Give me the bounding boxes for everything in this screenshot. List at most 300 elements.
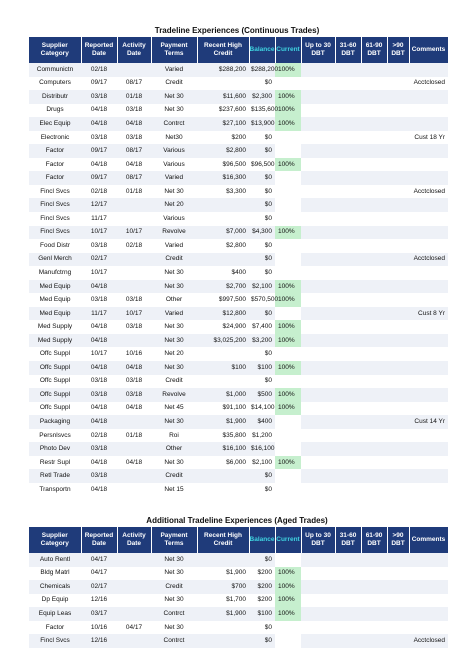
cell-current: 100% (275, 226, 301, 240)
cell-over-90-dbt (387, 415, 409, 429)
cell-31-60-dbt (335, 104, 361, 118)
column-header-current: Current (275, 527, 301, 553)
table-row (29, 212, 448, 226)
table-row (29, 429, 448, 443)
cell-supplier-category: Genl Merch (29, 253, 81, 267)
cell-payment-terms: Various (151, 212, 197, 226)
cell-activity-date (117, 266, 151, 280)
cell-recent-high-credit (197, 77, 249, 91)
cell-up-to-30-dbt (301, 334, 335, 348)
cell-reported-date: 04/18 (81, 456, 117, 470)
cell-supplier-category: Packaging (29, 415, 81, 429)
cell-supplier-category: Communictn (29, 63, 81, 77)
cell-recent-high-credit: $100 (197, 361, 249, 375)
cell-current (275, 253, 301, 267)
cell-balance: $570,500 (249, 293, 275, 307)
cell-reported-date: 03/17 (81, 607, 117, 621)
table-row (29, 361, 448, 375)
cell-activity-date: 04/18 (117, 402, 151, 416)
cell-payment-terms: Varied (151, 307, 197, 321)
cell-reported-date: 11/17 (81, 212, 117, 226)
cell-61-90-dbt (361, 131, 387, 145)
cell-recent-high-credit: $91,100 (197, 402, 249, 416)
cell-61-90-dbt (361, 607, 387, 621)
cell-supplier-category: Manufctrng (29, 266, 81, 280)
cell-balance: $1,200 (249, 429, 275, 443)
cell-balance: $200 (249, 594, 275, 608)
cell-61-90-dbt (361, 594, 387, 608)
cell-current (275, 347, 301, 361)
cell-current (275, 307, 301, 321)
column-header-up-to-30-dbt: Up to 30 DBT (301, 527, 335, 553)
cell-31-60-dbt (335, 429, 361, 443)
cell-activity-date (117, 483, 151, 497)
cell-comments (409, 456, 448, 470)
column-header-current: Current (275, 37, 301, 63)
cell-current (275, 469, 301, 483)
cell-recent-high-credit (197, 198, 249, 212)
cell-payment-terms: Net 45 (151, 402, 197, 416)
table-row (29, 253, 448, 267)
cell-up-to-30-dbt (301, 375, 335, 389)
cell-activity-date (117, 442, 151, 456)
cell-supplier-category: Offc Suppl (29, 402, 81, 416)
cell-31-60-dbt (335, 239, 361, 253)
cell-activity-date: 03/18 (117, 293, 151, 307)
cell-supplier-category: Bldg Matrl (29, 567, 81, 581)
continuous-rows (29, 63, 448, 497)
cell-recent-high-credit (197, 621, 249, 635)
cell-comments (409, 553, 448, 567)
cell-comments: Acctclosed (409, 185, 448, 199)
cell-up-to-30-dbt (301, 469, 335, 483)
cell-recent-high-credit: $1,900 (197, 567, 249, 581)
cell-recent-high-credit: $200 (197, 131, 249, 145)
cell-reported-date: 04/18 (81, 334, 117, 348)
cell-activity-date (117, 63, 151, 77)
cell-comments (409, 621, 448, 635)
cell-payment-terms: Roi (151, 429, 197, 443)
cell-recent-high-credit: $24,900 (197, 320, 249, 334)
cell-payment-terms: Credit (151, 580, 197, 594)
cell-over-90-dbt (387, 226, 409, 240)
cell-comments (409, 280, 448, 294)
cell-activity-date (117, 594, 151, 608)
cell-up-to-30-dbt (301, 90, 335, 104)
cell-31-60-dbt (335, 185, 361, 199)
cell-comments (409, 334, 448, 348)
cell-up-to-30-dbt (301, 144, 335, 158)
cell-balance: $0 (249, 198, 275, 212)
aged-rows (29, 553, 448, 648)
cell-reported-date: 02/18 (81, 63, 117, 77)
cell-payment-terms: Various (151, 144, 197, 158)
cell-comments (409, 117, 448, 131)
cell-current: 100% (275, 63, 301, 77)
cell-activity-date: 04/18 (117, 158, 151, 172)
cell-comments: Acctclosed (409, 253, 448, 267)
column-header-recent-high-credit: Recent High Credit (197, 37, 249, 63)
cell-31-60-dbt (335, 334, 361, 348)
column-header-supplier-category: Supplier Category (29, 527, 81, 553)
header-row (29, 527, 448, 553)
cell-over-90-dbt (387, 580, 409, 594)
table-row (29, 280, 448, 294)
cell-over-90-dbt (387, 634, 409, 648)
cell-31-60-dbt (335, 361, 361, 375)
cell-over-90-dbt (387, 239, 409, 253)
cell-activity-date: 03/18 (117, 388, 151, 402)
cell-activity-date: 04/18 (117, 117, 151, 131)
cell-supplier-category: Computers (29, 77, 81, 91)
cell-61-90-dbt (361, 266, 387, 280)
cell-recent-high-credit: $400 (197, 266, 249, 280)
cell-up-to-30-dbt (301, 456, 335, 470)
cell-supplier-category: Factor (29, 158, 81, 172)
cell-activity-date: 04/18 (117, 456, 151, 470)
cell-payment-terms: Credit (151, 77, 197, 91)
cell-activity-date (117, 212, 151, 226)
column-header-over-90-dbt: >90 DBT (387, 37, 409, 63)
cell-over-90-dbt (387, 117, 409, 131)
cell-activity-date: 08/17 (117, 171, 151, 185)
cell-supplier-category: Elec Equip (29, 117, 81, 131)
cell-up-to-30-dbt (301, 634, 335, 648)
cell-over-90-dbt (387, 158, 409, 172)
cell-61-90-dbt (361, 483, 387, 497)
cell-recent-high-credit: $27,100 (197, 117, 249, 131)
cell-supplier-category: Med Equip (29, 280, 81, 294)
cell-61-90-dbt (361, 334, 387, 348)
cell-31-60-dbt (335, 198, 361, 212)
cell-balance: $0 (249, 266, 275, 280)
cell-current: 100% (275, 580, 301, 594)
cell-current (275, 131, 301, 145)
cell-31-60-dbt (335, 621, 361, 635)
cell-over-90-dbt (387, 553, 409, 567)
cell-activity-date (117, 553, 151, 567)
cell-supplier-category: Fincl Svcs (29, 226, 81, 240)
cell-comments (409, 90, 448, 104)
cell-activity-date: 01/18 (117, 429, 151, 443)
cell-reported-date: 04/17 (81, 553, 117, 567)
cell-comments (409, 607, 448, 621)
cell-supplier-category: Persnlsvcs (29, 429, 81, 443)
cell-current: 100% (275, 280, 301, 294)
cell-reported-date: 09/17 (81, 144, 117, 158)
cell-payment-terms: Net 30 (151, 104, 197, 118)
cell-61-90-dbt (361, 347, 387, 361)
cell-payment-terms: Varied (151, 239, 197, 253)
column-header-61-90-dbt: 61-90 DBT (361, 37, 387, 63)
cell-over-90-dbt (387, 567, 409, 581)
cell-61-90-dbt (361, 293, 387, 307)
cell-61-90-dbt (361, 320, 387, 334)
cell-current (275, 77, 301, 91)
cell-reported-date: 03/18 (81, 469, 117, 483)
cell-61-90-dbt (361, 198, 387, 212)
cell-balance: $4,300 (249, 226, 275, 240)
cell-up-to-30-dbt (301, 185, 335, 199)
cell-up-to-30-dbt (301, 77, 335, 91)
cell-reported-date: 04/18 (81, 361, 117, 375)
cell-reported-date: 12/16 (81, 594, 117, 608)
cell-up-to-30-dbt (301, 253, 335, 267)
cell-61-90-dbt (361, 117, 387, 131)
cell-supplier-category: Fincl Svcs (29, 212, 81, 226)
cell-61-90-dbt (361, 567, 387, 581)
cell-reported-date: 03/18 (81, 239, 117, 253)
column-header-activity-date: Activity Date (117, 527, 151, 553)
cell-61-90-dbt (361, 375, 387, 389)
column-header-supplier-category: Supplier Category (29, 37, 81, 63)
cell-comments (409, 402, 448, 416)
cell-activity-date (117, 607, 151, 621)
cell-activity-date (117, 634, 151, 648)
cell-31-60-dbt (335, 456, 361, 470)
cell-current: 100% (275, 158, 301, 172)
cell-up-to-30-dbt (301, 63, 335, 77)
cell-comments (409, 239, 448, 253)
cell-recent-high-credit: $11,600 (197, 90, 249, 104)
cell-up-to-30-dbt (301, 117, 335, 131)
cell-31-60-dbt (335, 483, 361, 497)
cell-comments (409, 266, 448, 280)
cell-over-90-dbt (387, 334, 409, 348)
cell-current: 100% (275, 320, 301, 334)
cell-61-90-dbt (361, 307, 387, 321)
cell-reported-date: 03/18 (81, 388, 117, 402)
cell-balance: $400 (249, 415, 275, 429)
cell-balance: $100 (249, 361, 275, 375)
table-row (29, 607, 448, 621)
cell-over-90-dbt (387, 77, 409, 91)
cell-over-90-dbt (387, 171, 409, 185)
cell-up-to-30-dbt (301, 198, 335, 212)
cell-reported-date: 02/18 (81, 185, 117, 199)
cell-recent-high-credit (197, 212, 249, 226)
cell-balance: $200 (249, 567, 275, 581)
cell-balance: $3,200 (249, 334, 275, 348)
cell-activity-date (117, 280, 151, 294)
table-row (29, 580, 448, 594)
column-header-recent-high-credit: Recent High Credit (197, 527, 249, 553)
cell-over-90-dbt (387, 63, 409, 77)
cell-comments: Cust 18 Yr (409, 131, 448, 145)
cell-current (275, 621, 301, 635)
cell-reported-date: 09/17 (81, 171, 117, 185)
table-row (29, 553, 448, 567)
cell-current (275, 553, 301, 567)
table-row (29, 63, 448, 77)
cell-current (275, 171, 301, 185)
cell-balance: $16,100 (249, 442, 275, 456)
cell-31-60-dbt (335, 567, 361, 581)
cell-payment-terms: Net 30 (151, 320, 197, 334)
cell-reported-date: 03/18 (81, 90, 117, 104)
cell-over-90-dbt (387, 607, 409, 621)
cell-over-90-dbt (387, 621, 409, 635)
cell-61-90-dbt (361, 280, 387, 294)
cell-61-90-dbt (361, 104, 387, 118)
cell-activity-date: 08/17 (117, 144, 151, 158)
cell-activity-date: 01/18 (117, 185, 151, 199)
cell-61-90-dbt (361, 442, 387, 456)
cell-payment-terms: Net 30 (151, 361, 197, 375)
cell-over-90-dbt (387, 388, 409, 402)
cell-over-90-dbt (387, 483, 409, 497)
cell-comments (409, 388, 448, 402)
cell-over-90-dbt (387, 347, 409, 361)
cell-reported-date: 11/17 (81, 307, 117, 321)
column-header-balance: Balance (249, 37, 275, 63)
cell-balance: $0 (249, 307, 275, 321)
aged-trades-title: Additional Tradeline Experiences (Aged Trades) (146, 516, 328, 525)
cell-supplier-category: Retl Trade (29, 469, 81, 483)
column-header-reported-date: Reported Date (81, 527, 117, 553)
cell-balance: $7,400 (249, 320, 275, 334)
cell-up-to-30-dbt (301, 415, 335, 429)
column-header-activity-date: Activity Date (117, 37, 151, 63)
cell-reported-date: 04/18 (81, 483, 117, 497)
cell-up-to-30-dbt (301, 621, 335, 635)
cell-31-60-dbt (335, 402, 361, 416)
cell-comments (409, 171, 448, 185)
cell-current (275, 185, 301, 199)
table-row (29, 442, 448, 456)
cell-payment-terms: Net 30 (151, 90, 197, 104)
cell-balance: $0 (249, 634, 275, 648)
column-header-up-to-30-dbt: Up to 30 DBT (301, 37, 335, 63)
cell-supplier-category: Factor (29, 144, 81, 158)
cell-comments (409, 469, 448, 483)
cell-61-90-dbt (361, 63, 387, 77)
cell-payment-terms: Varied (151, 171, 197, 185)
cell-31-60-dbt (335, 607, 361, 621)
table-row (29, 320, 448, 334)
cell-payment-terms: Net 30 (151, 567, 197, 581)
table-row (29, 347, 448, 361)
cell-recent-high-credit: $3,300 (197, 185, 249, 199)
cell-up-to-30-dbt (301, 580, 335, 594)
cell-payment-terms: Net 30 (151, 621, 197, 635)
cell-up-to-30-dbt (301, 131, 335, 145)
cell-comments (409, 198, 448, 212)
cell-balance: $13,900 (249, 117, 275, 131)
cell-supplier-category: Factor (29, 171, 81, 185)
cell-activity-date: 08/17 (117, 77, 151, 91)
cell-over-90-dbt (387, 361, 409, 375)
cell-comments (409, 212, 448, 226)
cell-recent-high-credit: $237,600 (197, 104, 249, 118)
cell-31-60-dbt (335, 63, 361, 77)
cell-over-90-dbt (387, 104, 409, 118)
cell-activity-date (117, 415, 151, 429)
cell-payment-terms: Credit (151, 469, 197, 483)
cell-31-60-dbt (335, 594, 361, 608)
cell-reported-date: 09/17 (81, 77, 117, 91)
table-row (29, 469, 448, 483)
cell-up-to-30-dbt (301, 429, 335, 443)
cell-current (275, 239, 301, 253)
cell-up-to-30-dbt (301, 567, 335, 581)
cell-31-60-dbt (335, 131, 361, 145)
cell-activity-date: 03/18 (117, 320, 151, 334)
cell-balance: $0 (249, 185, 275, 199)
cell-recent-high-credit: $96,500 (197, 158, 249, 172)
table-row (29, 402, 448, 416)
cell-recent-high-credit (197, 253, 249, 267)
cell-over-90-dbt (387, 185, 409, 199)
cell-reported-date: 03/18 (81, 131, 117, 145)
table-row (29, 131, 448, 145)
cell-balance: $0 (249, 375, 275, 389)
cell-payment-terms: Other (151, 442, 197, 456)
cell-reported-date: 02/17 (81, 580, 117, 594)
cell-activity-date: 04/18 (117, 361, 151, 375)
cell-balance: $288,200 (249, 63, 275, 77)
cell-reported-date: 04/18 (81, 280, 117, 294)
cell-31-60-dbt (335, 171, 361, 185)
cell-comments (409, 226, 448, 240)
table-row (29, 158, 448, 172)
cell-supplier-category: Chemicals (29, 580, 81, 594)
table-row (29, 77, 448, 91)
cell-payment-terms: Contrct (151, 117, 197, 131)
cell-reported-date: 04/18 (81, 402, 117, 416)
cell-comments (409, 483, 448, 497)
cell-payment-terms: Contrct (151, 634, 197, 648)
cell-recent-high-credit: $1,000 (197, 388, 249, 402)
cell-over-90-dbt (387, 307, 409, 321)
cell-comments: Cust 14 Yr (409, 415, 448, 429)
cell-61-90-dbt (361, 580, 387, 594)
cell-activity-date: 10/17 (117, 307, 151, 321)
cell-comments (409, 442, 448, 456)
cell-reported-date: 10/16 (81, 621, 117, 635)
cell-over-90-dbt (387, 469, 409, 483)
cell-current: 100% (275, 402, 301, 416)
cell-over-90-dbt (387, 456, 409, 470)
cell-31-60-dbt (335, 553, 361, 567)
table-row (29, 594, 448, 608)
cell-61-90-dbt (361, 77, 387, 91)
table-row (29, 266, 448, 280)
cell-balance: $0 (249, 469, 275, 483)
cell-31-60-dbt (335, 212, 361, 226)
cell-balance: $0 (249, 621, 275, 635)
cell-over-90-dbt (387, 402, 409, 416)
cell-supplier-category: Med Equip (29, 307, 81, 321)
cell-31-60-dbt (335, 634, 361, 648)
cell-balance: $100 (249, 607, 275, 621)
cell-supplier-category: Factor (29, 621, 81, 635)
cell-up-to-30-dbt (301, 388, 335, 402)
continuous-trades-table (29, 37, 449, 497)
cell-balance: $0 (249, 239, 275, 253)
table-row (29, 171, 448, 185)
cell-61-90-dbt (361, 415, 387, 429)
cell-balance: $0 (249, 553, 275, 567)
cell-payment-terms: Net 30 (151, 266, 197, 280)
cell-up-to-30-dbt (301, 104, 335, 118)
table-row (29, 198, 448, 212)
cell-61-90-dbt (361, 469, 387, 483)
cell-over-90-dbt (387, 253, 409, 267)
cell-over-90-dbt (387, 429, 409, 443)
cell-over-90-dbt (387, 594, 409, 608)
cell-61-90-dbt (361, 90, 387, 104)
